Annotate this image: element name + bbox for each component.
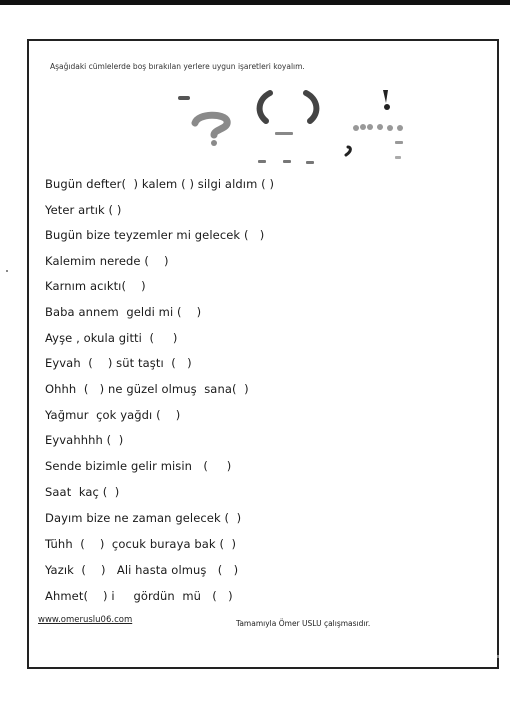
sentence-10: Yağmur çok yağdı ( ) xyxy=(45,408,181,422)
parentheses-icon xyxy=(260,93,317,121)
website-link[interactable]: www.omeruslu06.com xyxy=(38,615,133,625)
sentence-12: Sende bizimle gelir misin ( ) xyxy=(45,459,232,473)
sentence-5: Karnım acıktı( ) xyxy=(45,279,146,293)
sentence-16: Yazık ( ) Ali hasta olmuş ( ) xyxy=(45,563,239,577)
sentence-8: Eyvah ( ) süt taştı ( ) xyxy=(45,356,192,370)
sentence-13: Saat kaç ( ) xyxy=(45,485,120,499)
sentence-7: Ayşe , okula gitti ( ) xyxy=(45,331,178,345)
dash-mark-icon xyxy=(178,96,190,100)
author-credit: Tamamıyla Ömer USLU çalışmasıdır. xyxy=(236,619,371,628)
sentence-11: Eyvahhhh ( ) xyxy=(45,433,124,447)
exclamation-mark-icon xyxy=(383,90,390,110)
sentence-4: Kalemim nerede ( ) xyxy=(45,254,169,268)
sentence-14: Dayım bize ne zaman gelecek ( ) xyxy=(45,511,242,525)
sentence-2: Yeter artık ( ) xyxy=(45,203,122,217)
punctuation-decoration xyxy=(170,85,420,170)
quotation-marks-icon xyxy=(353,124,403,131)
dash-mark-icon xyxy=(395,141,403,144)
sentence-15: Tühh ( ) çocuk buraya bak ( ) xyxy=(45,537,237,551)
ellipsis-icon xyxy=(258,160,314,164)
sentence-9: Ohhh ( ) ne güzel olmuş sana( ) xyxy=(45,382,249,396)
question-mark-icon xyxy=(195,115,227,146)
dash-mark-icon xyxy=(275,132,293,135)
sentence-3: Bugün bize teyzemler mi gelecek ( ) xyxy=(45,228,265,242)
sentence-6: Baba annem geldi mi ( ) xyxy=(45,305,202,319)
dash-mark-icon xyxy=(395,156,401,159)
scan-top-border xyxy=(0,0,510,5)
scan-speck xyxy=(497,655,499,658)
sentence-1: Bugün defter( ) kalem ( ) silgi aldım ( ) xyxy=(45,177,275,191)
scan-speck xyxy=(6,270,8,272)
sentence-17: Ahmet( ) i gördün mü ( ) xyxy=(45,589,233,603)
worksheet-instruction: Aşağıdaki cümlelerde boş bırakılan yerlere uygun işaretleri koyalım. xyxy=(50,62,305,71)
comma-icon xyxy=(346,147,350,155)
